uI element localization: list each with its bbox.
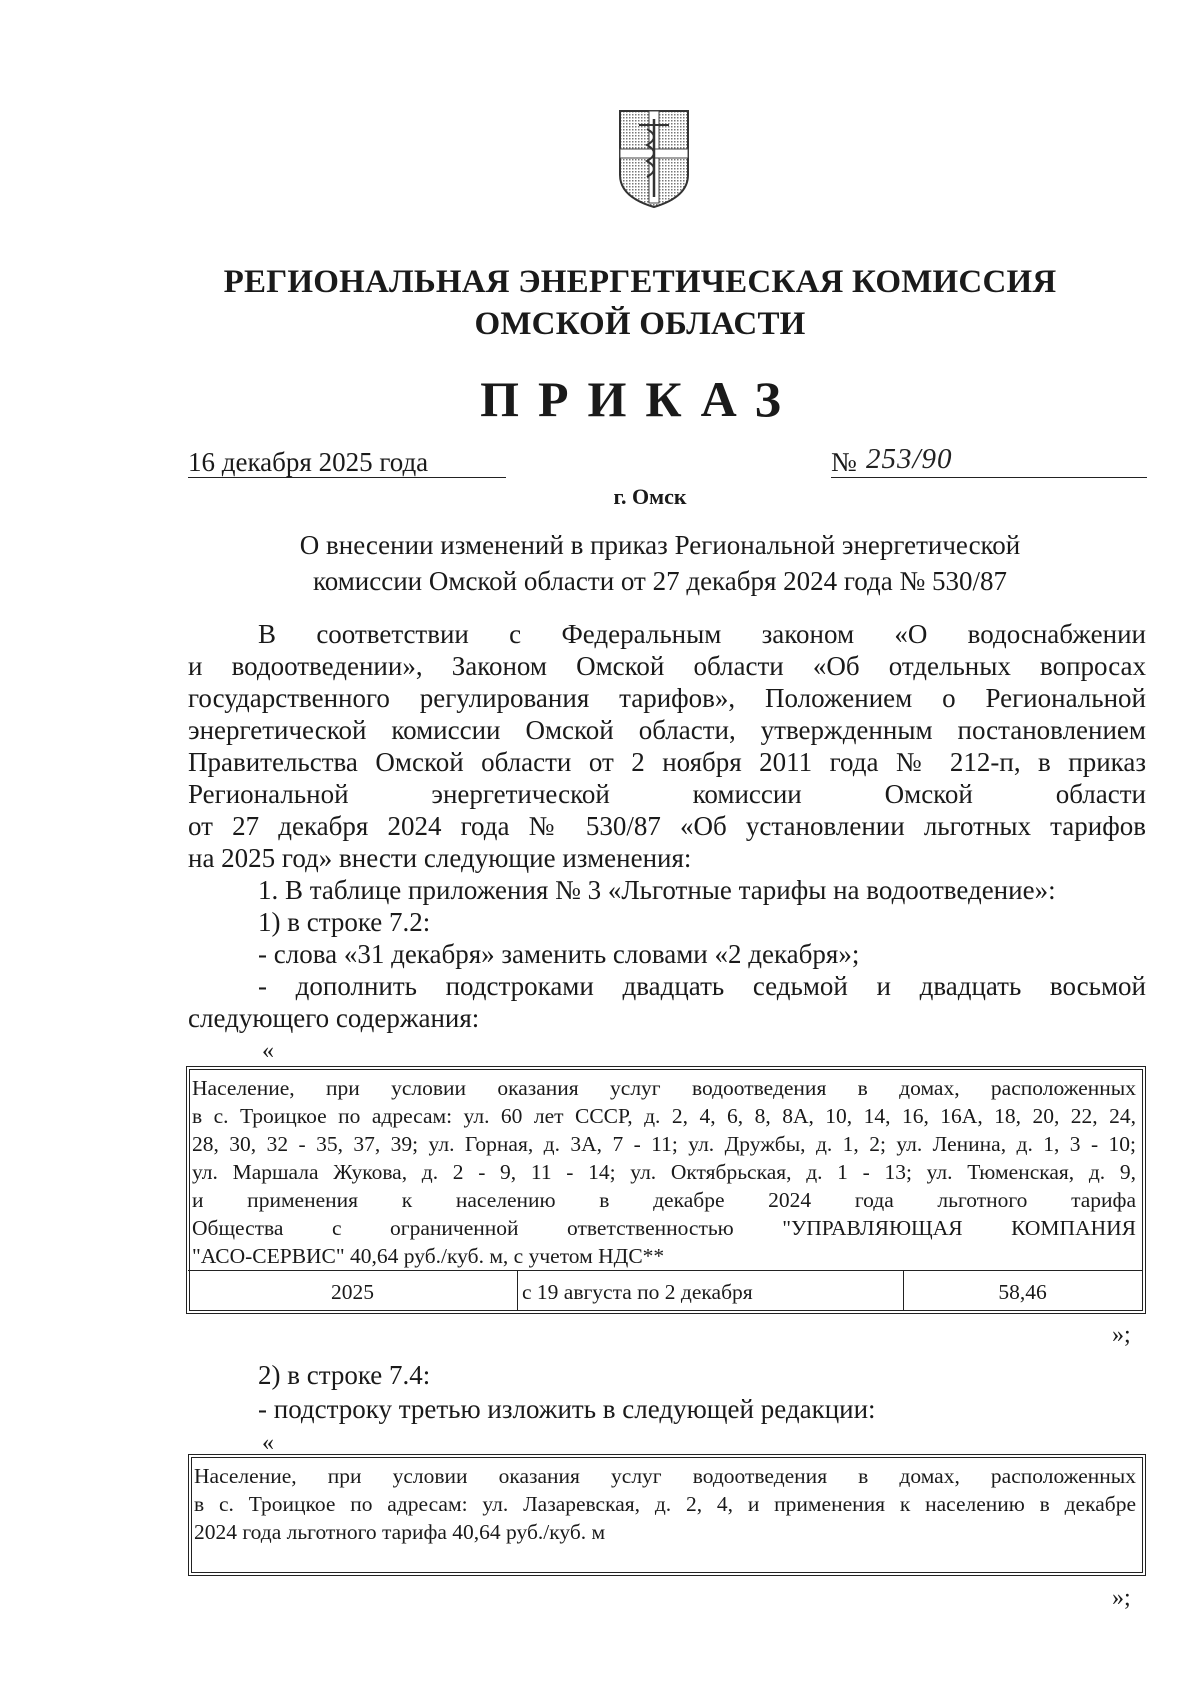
number-label: № — [831, 447, 857, 477]
table-1-row-separator — [188, 1270, 1142, 1271]
document-date: 16 декабря 2025 года — [188, 447, 429, 477]
city: г. Омск — [613, 484, 687, 509]
table-2-text-line: в с. Троицкое по адресам: ул. Лазаревская, д. 2, 4, и применения к населению в декабре — [194, 1492, 1136, 1516]
dash-item-2: - дополнить подстроками двадцать седьмой и двадцать восьмой — [258, 971, 1146, 1001]
close-quote: »; — [1112, 1322, 1131, 1348]
table-1-text-line: и применения к населению в декабре 2024 года льготного тарифа — [192, 1188, 1136, 1212]
body-line: государственного регулирования тарифов», Положением о Региональной — [188, 683, 1146, 713]
table-1-year: 2025 — [331, 1280, 374, 1304]
coat-of-arms-emblem — [617, 105, 691, 209]
table-1-col-separator — [517, 1270, 518, 1310]
number-underline — [831, 477, 1147, 478]
table-1-text-line: ул. Маршала Жукова, д. 2 - 9, 11 - 14; ул. Октябрьская, д. 1 - 13; ул. Тюменская, д. 9, — [192, 1160, 1136, 1184]
body-line: и водоотведении», Законом Омской области «Об отдельных вопросах — [188, 651, 1146, 681]
dash-item-2-cont: следующего содержания: — [188, 1003, 480, 1033]
subject-line1: О внесении изменений в приказ Региональной энергетической — [299, 530, 1021, 560]
table-1-text-line: 28, 30, 32 - 35, 37, 39; ул. Горная, д. 3А, 7 - 11; ул. Дружбы, д. 1, 2; ул. Ленина, д. 1, 3 - 10; — [192, 1132, 1136, 1156]
body-line: от 27 декабря 2024 года № 530/87 «Об установлении льготных тарифов — [188, 811, 1146, 841]
subject-line2: комиссии Омской области от 27 декабря 2024 года № 530/87 — [312, 566, 1008, 596]
organization-name-line2: ОМСКОЙ ОБЛАСТИ — [474, 306, 806, 342]
table-1-text-line: в с. Троицкое по адресам: ул. 60 лет СССР, д. 2, 4, 6, 8, 8А, 10, 14, 16, 16А, 18, 20, 22, 24, — [192, 1104, 1136, 1128]
body-line: энергетической комиссии Омской области, утвержденным постановлением — [188, 715, 1146, 745]
document-type-title: ПРИКАЗ — [480, 371, 800, 427]
table-1-value: 58,46 — [998, 1280, 1047, 1304]
item-2: 2) в строке 7.4: — [258, 1360, 431, 1390]
body-line: на 2025 год» внести следующие изменения: — [188, 843, 692, 873]
close-quote: »; — [1112, 1585, 1131, 1611]
table-2-text-line: Население, при условии оказания услуг водоотведения в домах, расположенных — [194, 1464, 1136, 1488]
table-1-text-line: Общества с ограниченной ответственностью "УПРАВЛЯЮЩАЯ КОМПАНИЯ — [192, 1216, 1136, 1240]
dash-item-3: - подстроку третью изложить в следующей редакции: — [258, 1394, 876, 1424]
item-1: 1. В таблице приложения № 3 «Льготные тарифы на водоотведение»: — [258, 875, 1056, 905]
open-quote: « — [262, 1038, 274, 1064]
document-number: 253/90 — [866, 443, 953, 475]
table-2-text-line: 2024 года льготного тарифа 40,64 руб./куб. м — [194, 1520, 606, 1544]
item-1-sub-1: 1) в строке 7.2: — [258, 907, 431, 937]
date-underline — [188, 477, 506, 478]
table-1-text-line: Население, при условии оказания услуг водоотведения в домах, расположенных — [192, 1076, 1136, 1100]
open-quote: « — [262, 1430, 274, 1456]
table-1-text-line: "АСО-СЕРВИС" 40,64 руб./куб. м, с учетом НДС** — [192, 1244, 665, 1268]
table-1-period: с 19 августа по 2 декабря — [522, 1280, 753, 1304]
organization-name-line1: РЕГИОНАЛЬНАЯ ЭНЕРГЕТИЧЕСКАЯ КОМИССИЯ — [223, 264, 1057, 300]
dash-item-1: - слова «31 декабря» заменить словами «2 декабря»; — [258, 939, 860, 969]
body-line: Региональной энергетической комиссии Омской области — [188, 779, 1146, 809]
body-line: В соответствии с Федеральным законом «О водоснабжении — [258, 619, 1146, 649]
body-line: Правительства Омской области от 2 ноября 2011 года № 212-п, в приказ — [188, 747, 1146, 777]
